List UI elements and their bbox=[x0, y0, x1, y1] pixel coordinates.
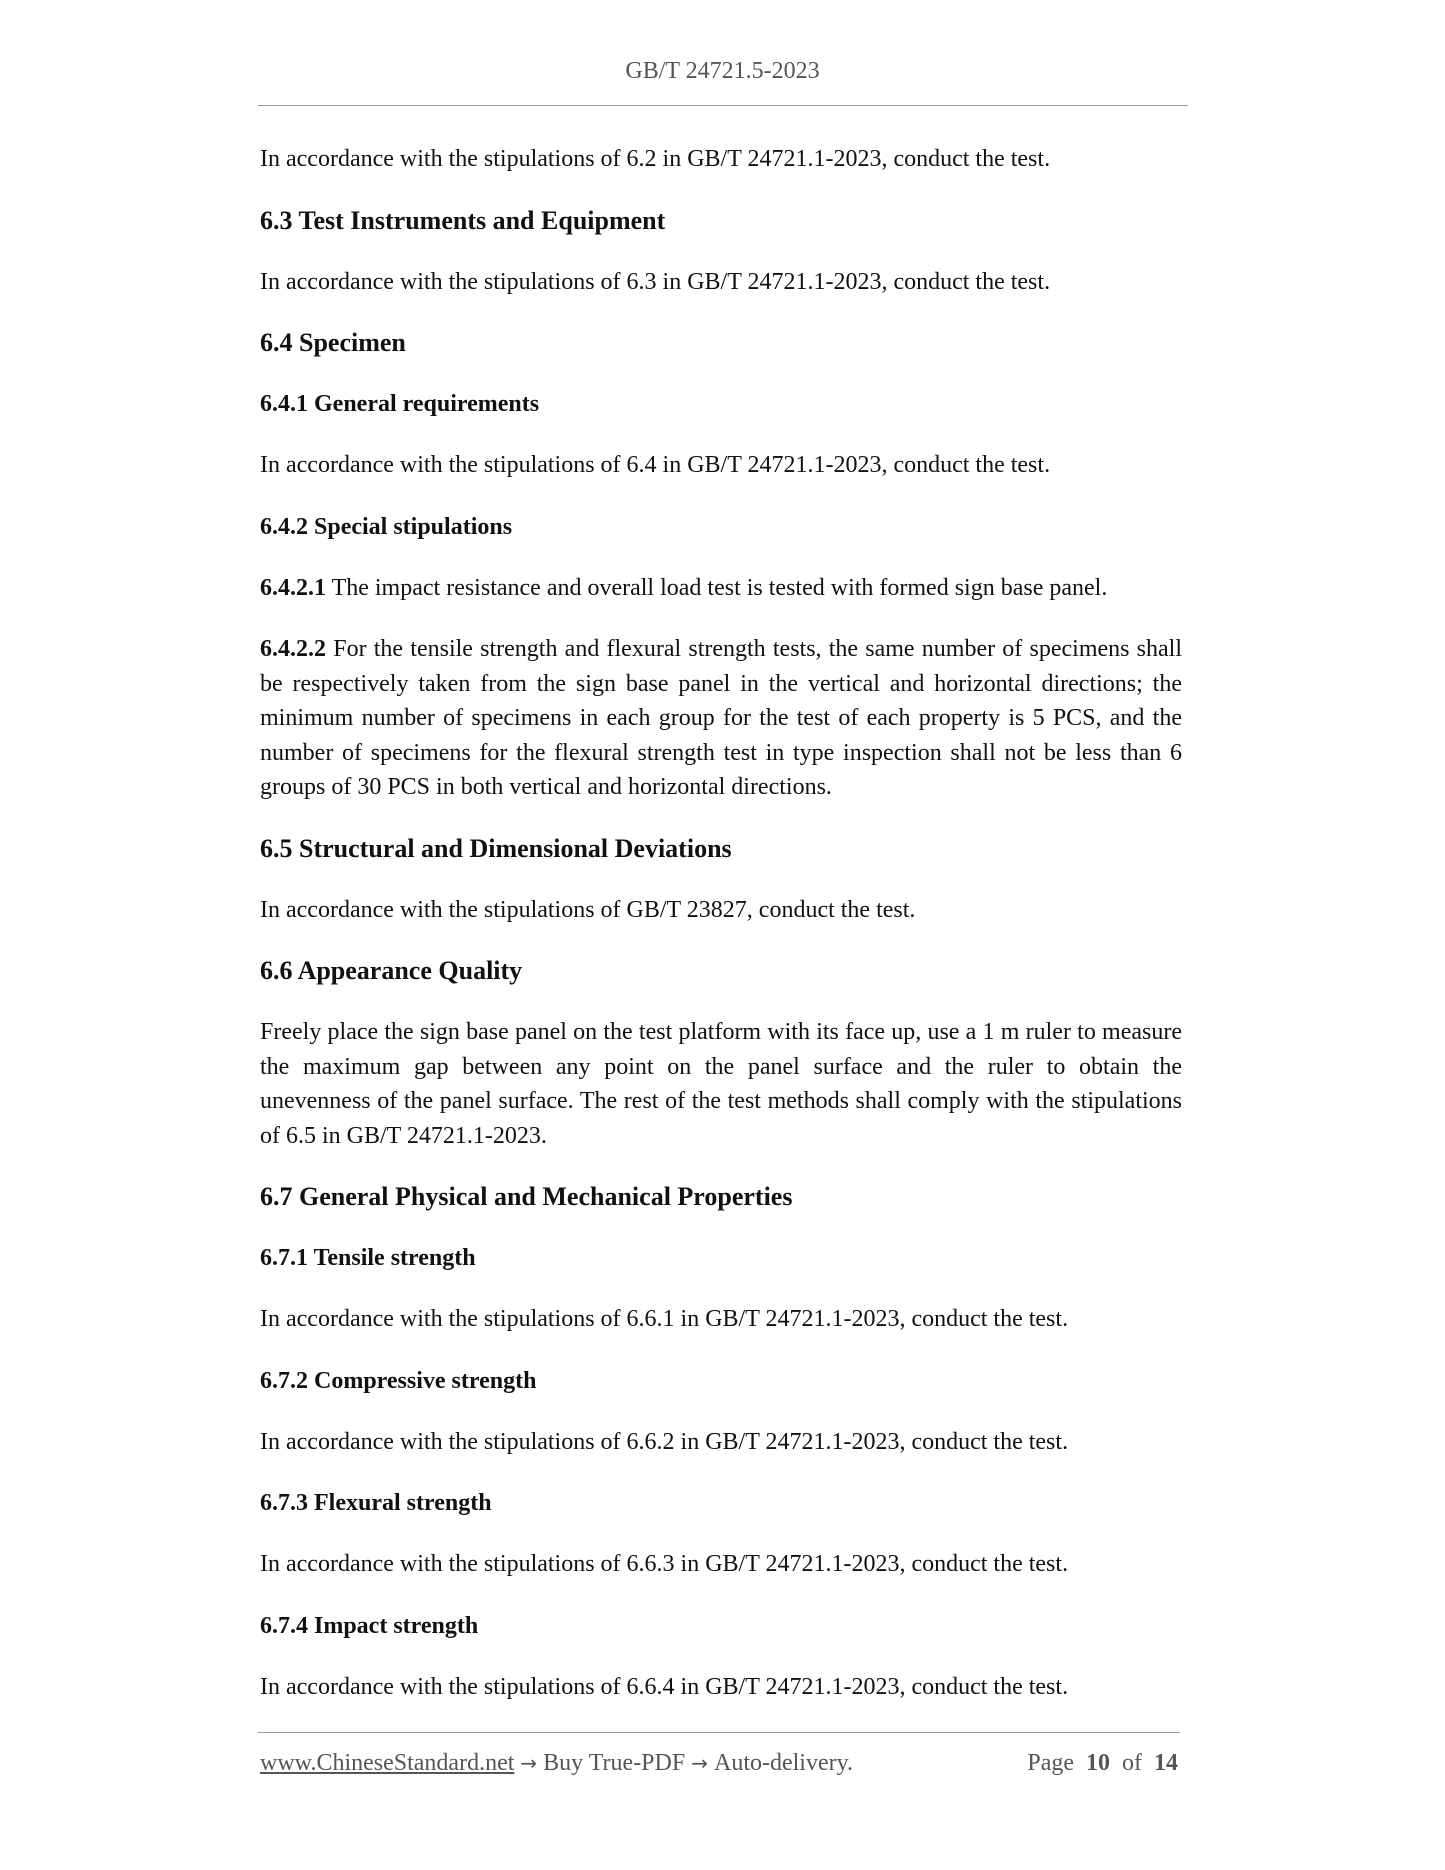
paragraph-6-7-2: In accordance with the stipulations of 6.6.2 in GB/T 24721.1-2023, conduct the test. bbox=[260, 1428, 1069, 1455]
page-number: 10 bbox=[1086, 1750, 1110, 1776]
clause-text: For the tensile strength and flexural strength tests, the same number of specimens shall be respectively taken from the sign base panel in the vertical and horizontal directions; the minimum number of specimens in each group for the test of each property is 5 PCS, and the number of specimens for the flexural strength test in type inspection shall not be less than 6 groups of 30 PCS in both vertical and horizontal directions. bbox=[260, 636, 1183, 800]
auto-delivery-text: Auto-delivery. bbox=[713, 1750, 854, 1776]
clause-text: The impact resistance and overall load test is tested with formed sign base panel. bbox=[331, 574, 1108, 601]
website-link[interactable]: www.ChineseStandard.net bbox=[260, 1750, 515, 1776]
header-title: GB/T 24721.5-2023 bbox=[625, 58, 820, 84]
page-content bbox=[260, 142, 1182, 1731]
paragraph-6-5: In accordance with the stipulations of GB/T 23827, conduct the test. bbox=[260, 896, 916, 923]
paragraph-6-3: In accordance with the stipulations of 6.3 in GB/T 24721.1-2023, conduct the test. bbox=[260, 268, 1051, 295]
page-total: 14 bbox=[1154, 1750, 1178, 1776]
paragraph-6-2: In accordance with the stipulations of 6.2 in GB/T 24721.1-2023, conduct the test. bbox=[260, 146, 1051, 172]
paragraph-6-4-1: In accordance with the stipulations of 6.4 in GB/T 24721.1-2023, conduct the test. bbox=[260, 452, 1051, 478]
heading-6-4-1: 6.4.1 General requirements bbox=[260, 391, 540, 417]
arrow-right-icon: → bbox=[520, 1751, 538, 1775]
clause-number: 6.4.2.2 bbox=[260, 636, 326, 662]
heading-6-4-2: 6.4.2 Special stipulations bbox=[260, 513, 513, 540]
heading-6-4: 6.4 Specimen bbox=[260, 328, 406, 357]
heading-6-5: 6.5 Structural and Dimensional Deviations bbox=[260, 833, 732, 863]
arrow-right-icon: → bbox=[691, 1751, 708, 1775]
heading-6-3: 6.3 Test Instruments and Equipment bbox=[260, 205, 666, 235]
clause-6-4-2-2 bbox=[260, 632, 1182, 805]
heading-6-7-3: 6.7.3 Flexural strength bbox=[260, 1490, 492, 1516]
footer-divider bbox=[258, 1732, 1180, 1733]
heading-6-7-1: 6.7.1 Tensile strength bbox=[260, 1245, 476, 1271]
heading-6-6: 6.6 Appearance Quality bbox=[260, 956, 523, 985]
paragraph-6-7-1: In accordance with the stipulations of 6.6.1 in GB/T 24721.1-2023, conduct the test. bbox=[260, 1306, 1069, 1332]
clause-6-4-2-1 bbox=[260, 571, 1182, 606]
paragraph-6-7-3: In accordance with the stipulations of 6.6.3 in GB/T 24721.1-2023, conduct the test. bbox=[260, 1551, 1069, 1577]
footer-promo bbox=[260, 1750, 853, 1777]
heading-6-7-2: 6.7.2 Compressive strength bbox=[260, 1367, 537, 1394]
clause-number: 6.4.2.1 bbox=[260, 574, 326, 601]
of-label: of bbox=[1122, 1750, 1142, 1776]
paragraph-6-6: Freely place the sign base panel on the test platform with its face up, use a 1 m ruler to measure the maximum gap between any point on the panel surface and the ruler to obtain the unevenness of the panel surface. The rest of the test methods shall comply with the stipulations of 6.5 in GB/T 24721.1-2023. bbox=[260, 1019, 1182, 1149]
buy-true-pdf-text: Buy True-PDF bbox=[543, 1750, 686, 1776]
header-divider bbox=[258, 105, 1188, 106]
heading-6-7: 6.7 General Physical and Mechanical Properties bbox=[260, 1182, 793, 1211]
page-label: Page bbox=[1027, 1750, 1074, 1776]
heading-6-7-4: 6.7.4 Impact strength bbox=[260, 1612, 479, 1639]
paragraph-6-7-4: In accordance with the stipulations of 6.6.4 in GB/T 24721.1-2023, conduct the test. bbox=[260, 1673, 1069, 1700]
page-indicator bbox=[1027, 1750, 1178, 1777]
